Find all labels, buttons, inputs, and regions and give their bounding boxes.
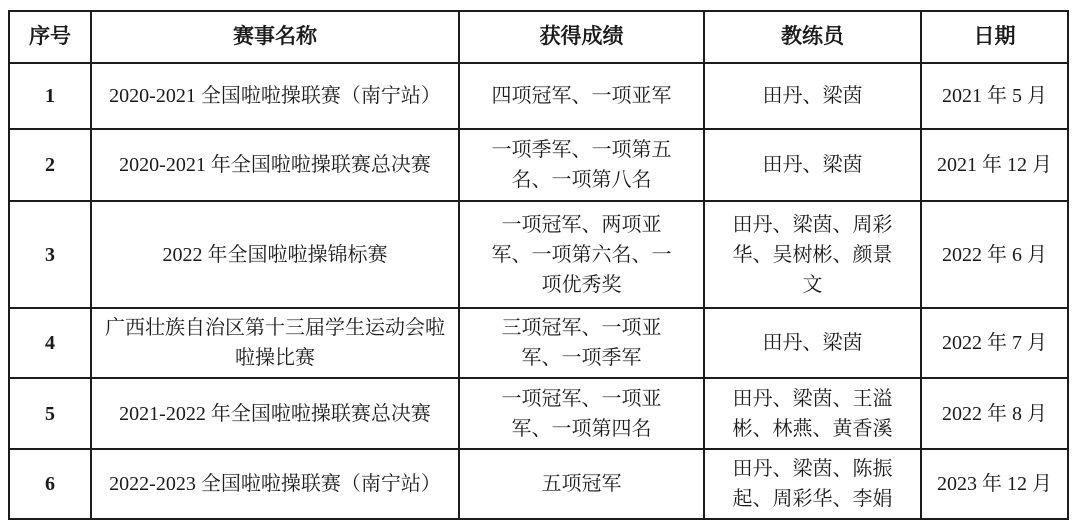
cell-coaches: 田丹、梁茵、王溢彬、林燕、黄香溪 [704, 378, 921, 449]
header-no: 序号 [9, 11, 91, 63]
header-event-name: 赛事名称 [91, 11, 459, 63]
cell-coaches: 田丹、梁茵、陈振起、周彩华、李娟 [704, 449, 921, 519]
cell-no: 1 [9, 63, 91, 129]
cell-event-name: 广西壮族自治区第十三届学生运动会啦啦操比赛 [91, 308, 459, 378]
cell-result: 一项冠军、一项亚军、一项第四名 [459, 378, 704, 449]
cell-date: 2021 年 12 月 [921, 129, 1068, 201]
cell-date: 2023 年 12 月 [921, 449, 1068, 519]
header-result: 获得成绩 [459, 11, 704, 63]
cell-no: 6 [9, 449, 91, 519]
table-row [9, 201, 1068, 308]
cell-no: 3 [9, 201, 91, 308]
cell-event-name: 2022 年全国啦啦操锦标赛 [91, 201, 459, 308]
cell-event-name: 2020-2021 年全国啦啦操联赛总决赛 [91, 129, 459, 201]
table-row [9, 378, 1068, 449]
cell-no: 5 [9, 378, 91, 449]
cell-result: 三项冠军、一项亚军、一项季军 [459, 308, 704, 378]
cell-no: 4 [9, 308, 91, 378]
table-row [9, 449, 1068, 519]
cell-result: 一项冠军、两项亚军、一项第六名、一项优秀奖 [459, 201, 704, 308]
cell-coaches: 田丹、梁茵 [704, 308, 921, 378]
header-date: 日期 [921, 11, 1068, 63]
cell-coaches: 田丹、梁茵 [704, 129, 921, 201]
cell-date: 2022 年 8 月 [921, 378, 1068, 449]
cell-result: 四项冠军、一项亚军 [459, 63, 704, 129]
cell-event-name: 2020-2021 全国啦啦操联赛（南宁站） [91, 63, 459, 129]
cell-event-name: 2021-2022 年全国啦啦操联赛总决赛 [91, 378, 459, 449]
cell-coaches: 田丹、梁茵、周彩华、吴树彬、颜景文 [704, 201, 921, 308]
cell-date: 2022 年 7 月 [921, 308, 1068, 378]
competition-results-table [8, 10, 1069, 520]
header-row [9, 11, 1068, 63]
cell-date: 2022 年 6 月 [921, 201, 1068, 308]
cell-event-name: 2022-2023 全国啦啦操联赛（南宁站） [91, 449, 459, 519]
table-row [9, 129, 1068, 201]
cell-result: 一项季军、一项第五名、一项第八名 [459, 129, 704, 201]
cell-date: 2021 年 5 月 [921, 63, 1068, 129]
table-row [9, 308, 1068, 378]
table-row [9, 63, 1068, 129]
cell-no: 2 [9, 129, 91, 201]
cell-result: 五项冠军 [459, 449, 704, 519]
cell-coaches: 田丹、梁茵 [704, 63, 921, 129]
header-coaches: 教练员 [704, 11, 921, 63]
